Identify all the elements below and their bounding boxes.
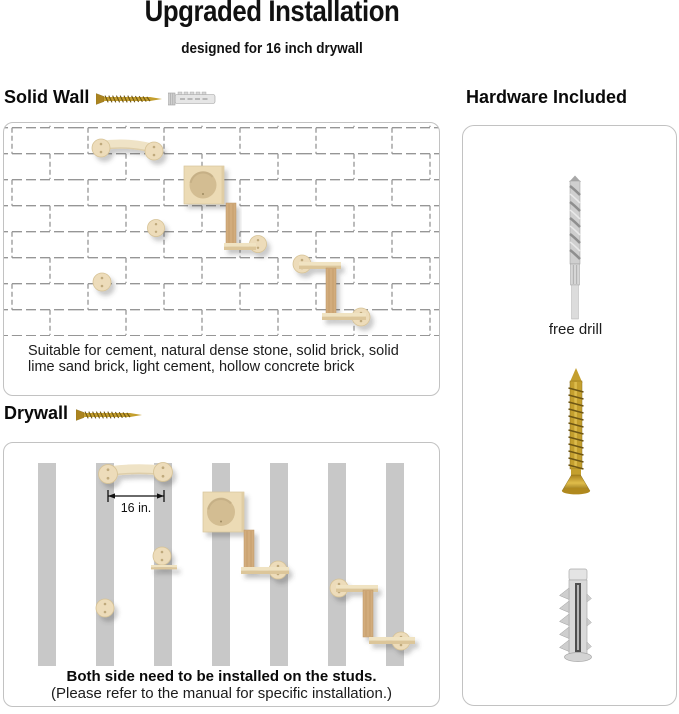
hardware-panel: [462, 125, 677, 706]
drywall-caption-bold: Both side need to be installed on the studs.: [66, 668, 377, 685]
screw-icon: [76, 409, 144, 421]
solid-wall-panel: [3, 122, 440, 396]
perch-bar-icon: [99, 463, 173, 484]
drill-bit-icon: [569, 176, 581, 320]
solid-wall-heading: Solid Wall: [4, 87, 90, 107]
brick-pattern: [4, 123, 439, 336]
page-subtitle: designed for 16 inch drywall: [181, 40, 363, 57]
hardware-illustration: [463, 126, 676, 705]
solid-wall-caption: Suitable for cement, natural dense stone, solid brick, solid lime sand brick, light cement, hollow concrete brick: [28, 343, 399, 375]
drywall-caption-note: (Please refer to the manual for specific installation.): [51, 685, 392, 702]
cat-cube-house-icon: [203, 492, 244, 532]
drywall-illustration: [4, 443, 439, 706]
round-step-icon: [96, 599, 114, 617]
screw-icon: [96, 93, 164, 105]
drywall-panel: [3, 442, 440, 707]
round-step-icon: [147, 219, 164, 236]
drywall-heading: Drywall: [4, 403, 69, 423]
page-title: Upgraded Installation: [144, 0, 400, 28]
round-step-icon: [93, 273, 111, 291]
hardware-heading: Hardware Included: [466, 87, 628, 107]
wall-anchor-icon: [168, 90, 218, 107]
dimension-label: 16 in.: [120, 501, 152, 515]
scratching-post-icon: [244, 530, 254, 569]
drill-label: free drill: [548, 321, 603, 338]
screw-icon: [562, 368, 590, 494]
round-step-icon: [151, 547, 177, 569]
wall-anchor-icon: [560, 569, 592, 662]
cat-cube-house-icon: [184, 166, 224, 204]
scratching-post-icon: [226, 203, 236, 244]
